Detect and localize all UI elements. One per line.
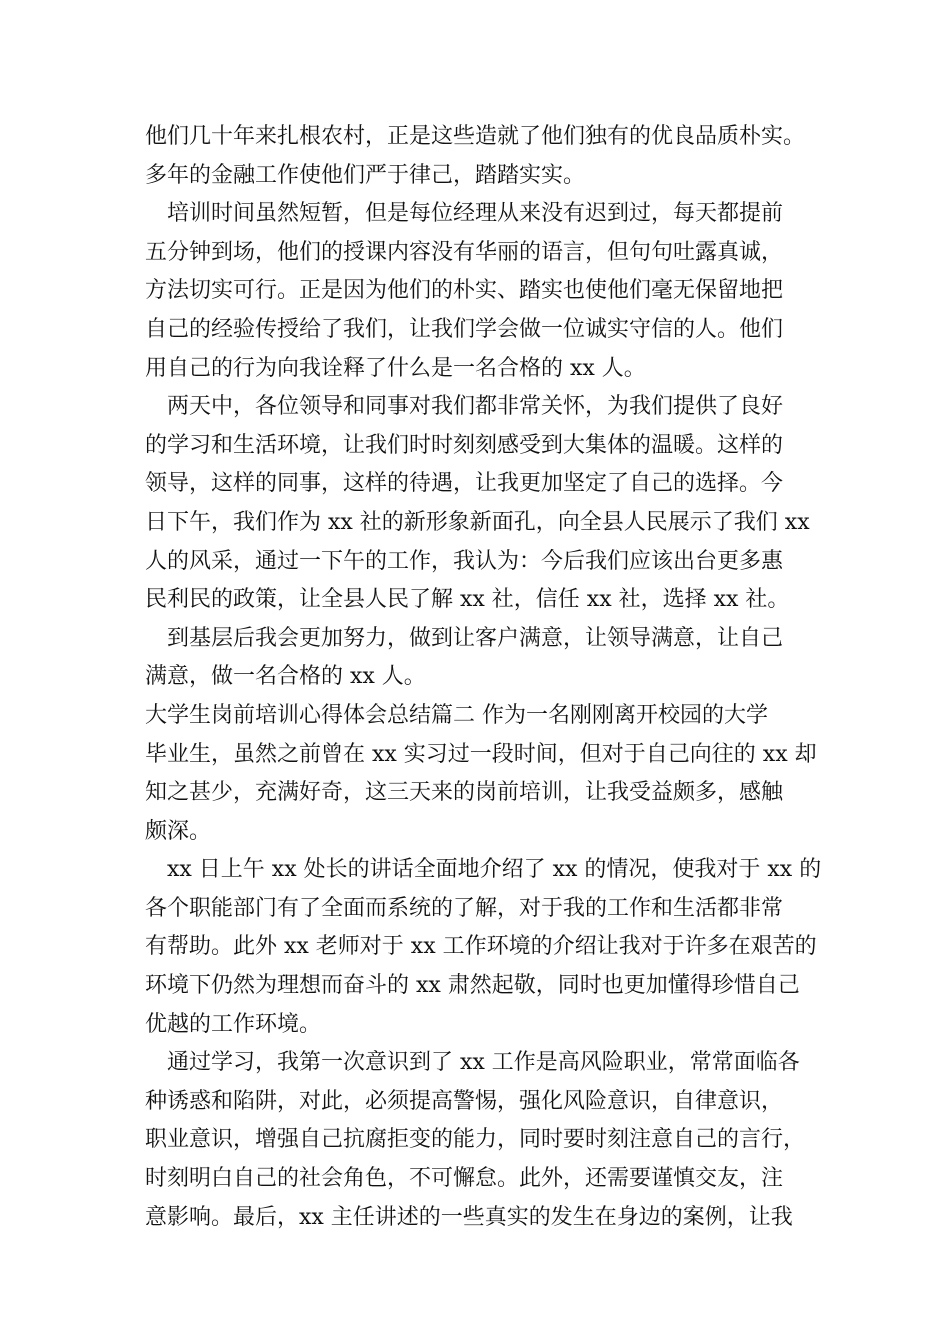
text-line: 职业意识，增强自己抗腐拒变的能力，同时要时刻注意自己的言行， — [145, 1127, 806, 1153]
text-line: 两天中，各位领导和同事对我们都非常关怀，为我们提供了良好 — [167, 394, 784, 420]
text-line: 满意，做一名合格的 xx 人。 — [145, 664, 426, 690]
text-line: 环境下仍然为理想而奋斗的 xx 肃然起敬，同时也更加懂得珍惜自己 — [145, 973, 800, 999]
text-line: 各个职能部门有了全面而系统的了解，对于我的工作和生活都非常 — [145, 895, 784, 921]
text-line: 时刻明白自己的社会角色，不可懈怠。此外，还需要谨慎交友，注 — [145, 1166, 784, 1192]
text-line: 五分钟到场，他们的授课内容没有华丽的语言，但句句吐露真诚， — [145, 239, 784, 265]
text-line: 的学习和生活环境，让我们时时刻刻感受到大集体的温暖。这样的 — [145, 432, 784, 458]
text-line: 通过学习，我第一次意识到了 xx 工作是高风险职业，常常面临各 — [167, 1050, 800, 1076]
text-line: 到基层后我会更加努力，做到让客户满意，让领导满意，让自己 — [167, 625, 784, 651]
text-line: 自己的经验传授给了我们，让我们学会做一位诚实守信的人。他们 — [145, 316, 784, 342]
text-line: 优越的工作环境。 — [145, 1011, 322, 1037]
document-body — [145, 118, 822, 1237]
text-line: 大学生岗前培训心得体会总结篇二 作为一名刚刚离开校园的大学 — [145, 702, 768, 728]
text-line: 培训时间虽然短暂，但是每位经理从来没有迟到过，每天都提前 — [167, 201, 784, 227]
text-line: 毕业生，虽然之前曾在 xx 实习过一段时间，但对于自己向往的 xx 却 — [145, 741, 817, 767]
text-line: 领导，这样的同事，这样的待遇，让我更加坚定了自己的选择。今 — [145, 471, 784, 497]
text-line: 颇深。 — [145, 818, 212, 844]
text-line: 有帮助。此外 xx 老师对于 xx 工作环境的介绍让我对于许多在艰苦的 — [145, 934, 817, 960]
text-line: 多年的金融工作使他们严于律己，踏踏实实。 — [145, 162, 586, 188]
text-line: 意影响。最后，xx 主任讲述的一些真实的发生在身边的案例，让我 — [145, 1204, 793, 1230]
text-line: 他们几十年来扎根农村，正是这些造就了他们独有的优良品质朴实。 — [145, 124, 806, 149]
text-line: 日下午，我们作为 xx 社的新形象新面孔，向全县人民展示了我们 xx — [145, 509, 810, 535]
text-line: xx 日上午 xx 处长的讲话全面地介绍了 xx 的情况，使我对于 xx 的 — [167, 857, 822, 883]
text-line: 民利民的政策，让全县人民了解 xx 社，信任 xx 社，选择 xx 社。 — [145, 587, 790, 613]
text-line: 方法切实可行。正是因为他们的朴实、踏实也使他们毫无保留地把 — [145, 278, 784, 304]
text-line: 种诱惑和陷阱，对此，必须提高警惕，强化风险意识，自律意识， — [145, 1088, 784, 1114]
text-line: 用自己的行为向我诠释了什么是一名合格的 xx 人。 — [145, 355, 646, 381]
text-line: 人的风采，通过一下午的工作，我认为：今后我们应该出台更多惠 — [145, 548, 784, 574]
text-line: 知之甚少，充满好奇，这三天来的岗前培训，让我受益颇多，感触 — [145, 780, 784, 806]
